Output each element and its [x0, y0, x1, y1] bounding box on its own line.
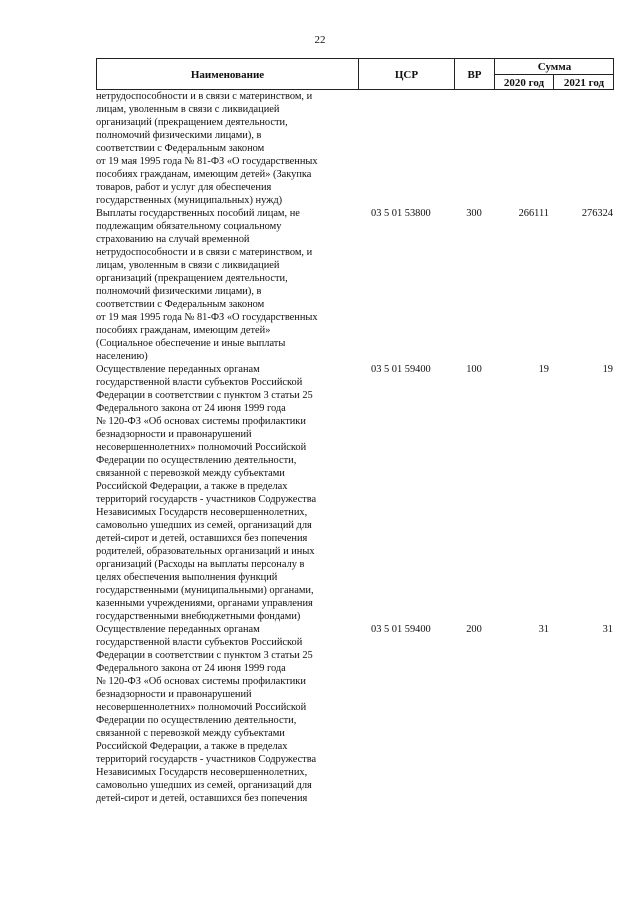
table-row [96, 90, 614, 207]
table-row [96, 623, 614, 805]
row-vr: 300 [466, 208, 482, 219]
row-sum-2021: 276324 [581, 208, 613, 219]
row-sum-2021: 19 [602, 364, 613, 375]
table-body [96, 90, 614, 805]
row-name: Выплаты государственных пособий лицам, не подлежащим обязательному социальному страхованию на случай временной нетрудоспособности и в связи с материнством, и лицам, уволенным в связи с ликвидацией организаций (прекращением деятельности, полномочий физическими лицами), в соответствии с Федеральным законом от 19 мая 1995 года № 81-ФЗ «О государственных пособиях гражданам, имеющим детей» (Социальное обеспечение и иные выплаты населению) [96, 208, 318, 362]
row-vr: 200 [466, 624, 482, 635]
row-name: Осуществление переданных органам государственной власти субъектов Российской Федерации в соответствии с пунктом 3 статьи 25 Федерального закона от 24 июня 1999 года № 120-ФЗ «Об основах системы профилактики безнадзорности и правонарушений несовершеннолетних» полномочий Российской Федерации по осуществлению деятельности, связанной с перевозкой между субъектами Российской Федерации, а также в пределах территорий государств - участников Содружества Независимых Государств несовершеннолетних, самовольно ушедших из семей, организаций для детей-сирот и детей, оставшихся без попечения родителей, образовательных организаций и иных организаций (Расходы на выплаты персоналу в целях обеспечения выполнения функций государственными (муниципальными) органами, казенными учреждениями, органами управления государственными внебюджетными фондами) [96, 364, 317, 622]
header-name: Наименование [97, 59, 359, 90]
row-csr: 03 5 01 59400 [371, 624, 431, 635]
page-number: 22 [314, 34, 326, 46]
header-sum: Сумма [495, 59, 614, 75]
row-csr: 03 5 01 53800 [371, 208, 431, 219]
table-row [96, 363, 614, 623]
row-name: нетрудоспособности и в связи с материнством, и лицам, уволенным в связи с ликвидацией организаций (прекращением деятельности, полномочий физическими лицами), в соответствии с Федеральным законом от 19 мая 1995 года № 81-ФЗ «О государственных пособиях гражданам, имеющим детей» (Закупка товаров, работ и услуг для обеспечения государственных (муниципальных) нужд) [96, 91, 318, 206]
row-vr: 100 [466, 364, 482, 375]
table-row [96, 207, 614, 363]
row-sum-2020: 266111 [518, 208, 549, 219]
row-sum-2021: 31 [602, 624, 613, 635]
row-name: Осуществление переданных органам государственной власти субъектов Российской Федерации в соответствии с пунктом 3 статьи 25 Федерального закона от 24 июня 1999 года № 120-ФЗ «Об основах системы профилактики безнадзорности и правонарушений несовершеннолетних» полномочий Российской Федерации по осуществлению деятельности, связанной с перевозкой между субъектами Российской Федерации, а также в пределах территорий государств - участников Содружества Независимых Государств несовершеннолетних, самовольно ушедших из семей, организаций для детей-сирот и детей, оставшихся без попечения [96, 624, 317, 804]
row-sum-2020: 19 [538, 364, 549, 375]
row-csr: 03 5 01 59400 [371, 364, 431, 375]
table-header [96, 58, 614, 90]
header-year-2020: 2020 год [495, 75, 554, 90]
row-sum-2020: 31 [538, 624, 549, 635]
header-year-2021: 2021 год [563, 76, 605, 89]
header-vr: ВР [455, 59, 495, 90]
header-csr: ЦСР [359, 59, 455, 90]
